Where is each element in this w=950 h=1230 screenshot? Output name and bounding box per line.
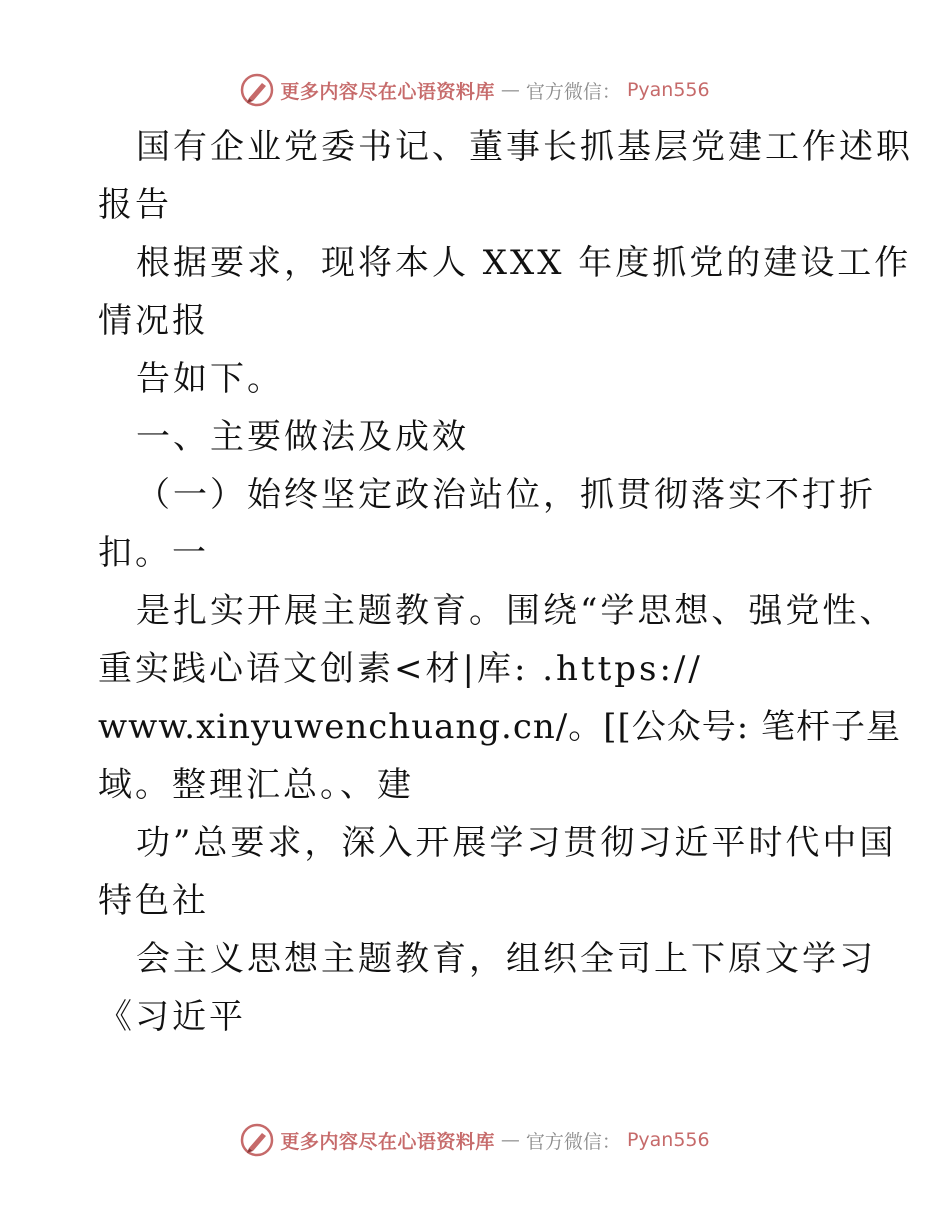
pen-logo-icon	[240, 73, 274, 107]
watermark-account: Pyan556	[626, 1129, 710, 1151]
watermark-brand: 更多内容尽在心语资料库	[280, 1130, 495, 1153]
subsection-heading: （一）始终坚定政治站位，抓贯彻落实不打折	[136, 475, 876, 515]
paragraph-line: 告如下。	[136, 359, 284, 399]
watermark-official-label: 官方微信：	[525, 80, 621, 103]
paragraph-line: www.xinyuwenchuang.cn/。[[公众号: 笔杆子星	[98, 707, 902, 747]
watermark-account: Pyan556	[626, 79, 710, 101]
paragraph-line: 扣。一	[98, 533, 209, 573]
title-line-1: 国有企业党委书记、董事长抓基层党建工作述职	[136, 127, 913, 167]
footer-watermark	[0, 1120, 950, 1160]
pen-logo-icon	[240, 1123, 274, 1157]
paragraph-line: 会主义思想主题教育，组织全司上下原文学习	[136, 939, 876, 979]
header-watermark	[0, 70, 950, 110]
paragraph-line: 功”总要求，深入开展学习贯彻习近平时代中国	[136, 823, 897, 863]
watermark-separator: —	[500, 1129, 520, 1151]
paragraph-line: 特色社	[98, 881, 209, 921]
paragraph-line: 情况报	[98, 301, 209, 341]
watermark-brand: 更多内容尽在心语资料库	[280, 80, 495, 103]
paragraph-line: 域。整理汇总。、建	[98, 765, 414, 805]
document-body	[98, 118, 913, 1046]
paragraph-line: 《习近平	[98, 997, 246, 1037]
section-heading: 一、主要做法及成效	[136, 417, 469, 457]
paragraph-line: 是扎实开展主题教育。围绕“学思想、强党性、	[136, 591, 897, 631]
paragraph-line: 重实践心语文创素<材|库: .https://	[98, 649, 703, 689]
paragraph-line: 根据要求，现将本人 XXX 年度抓党的建设工作	[136, 243, 912, 283]
watermark-official-label: 官方微信：	[525, 1130, 621, 1153]
title-line-2: 报告	[98, 185, 172, 225]
watermark-separator: —	[500, 79, 520, 101]
